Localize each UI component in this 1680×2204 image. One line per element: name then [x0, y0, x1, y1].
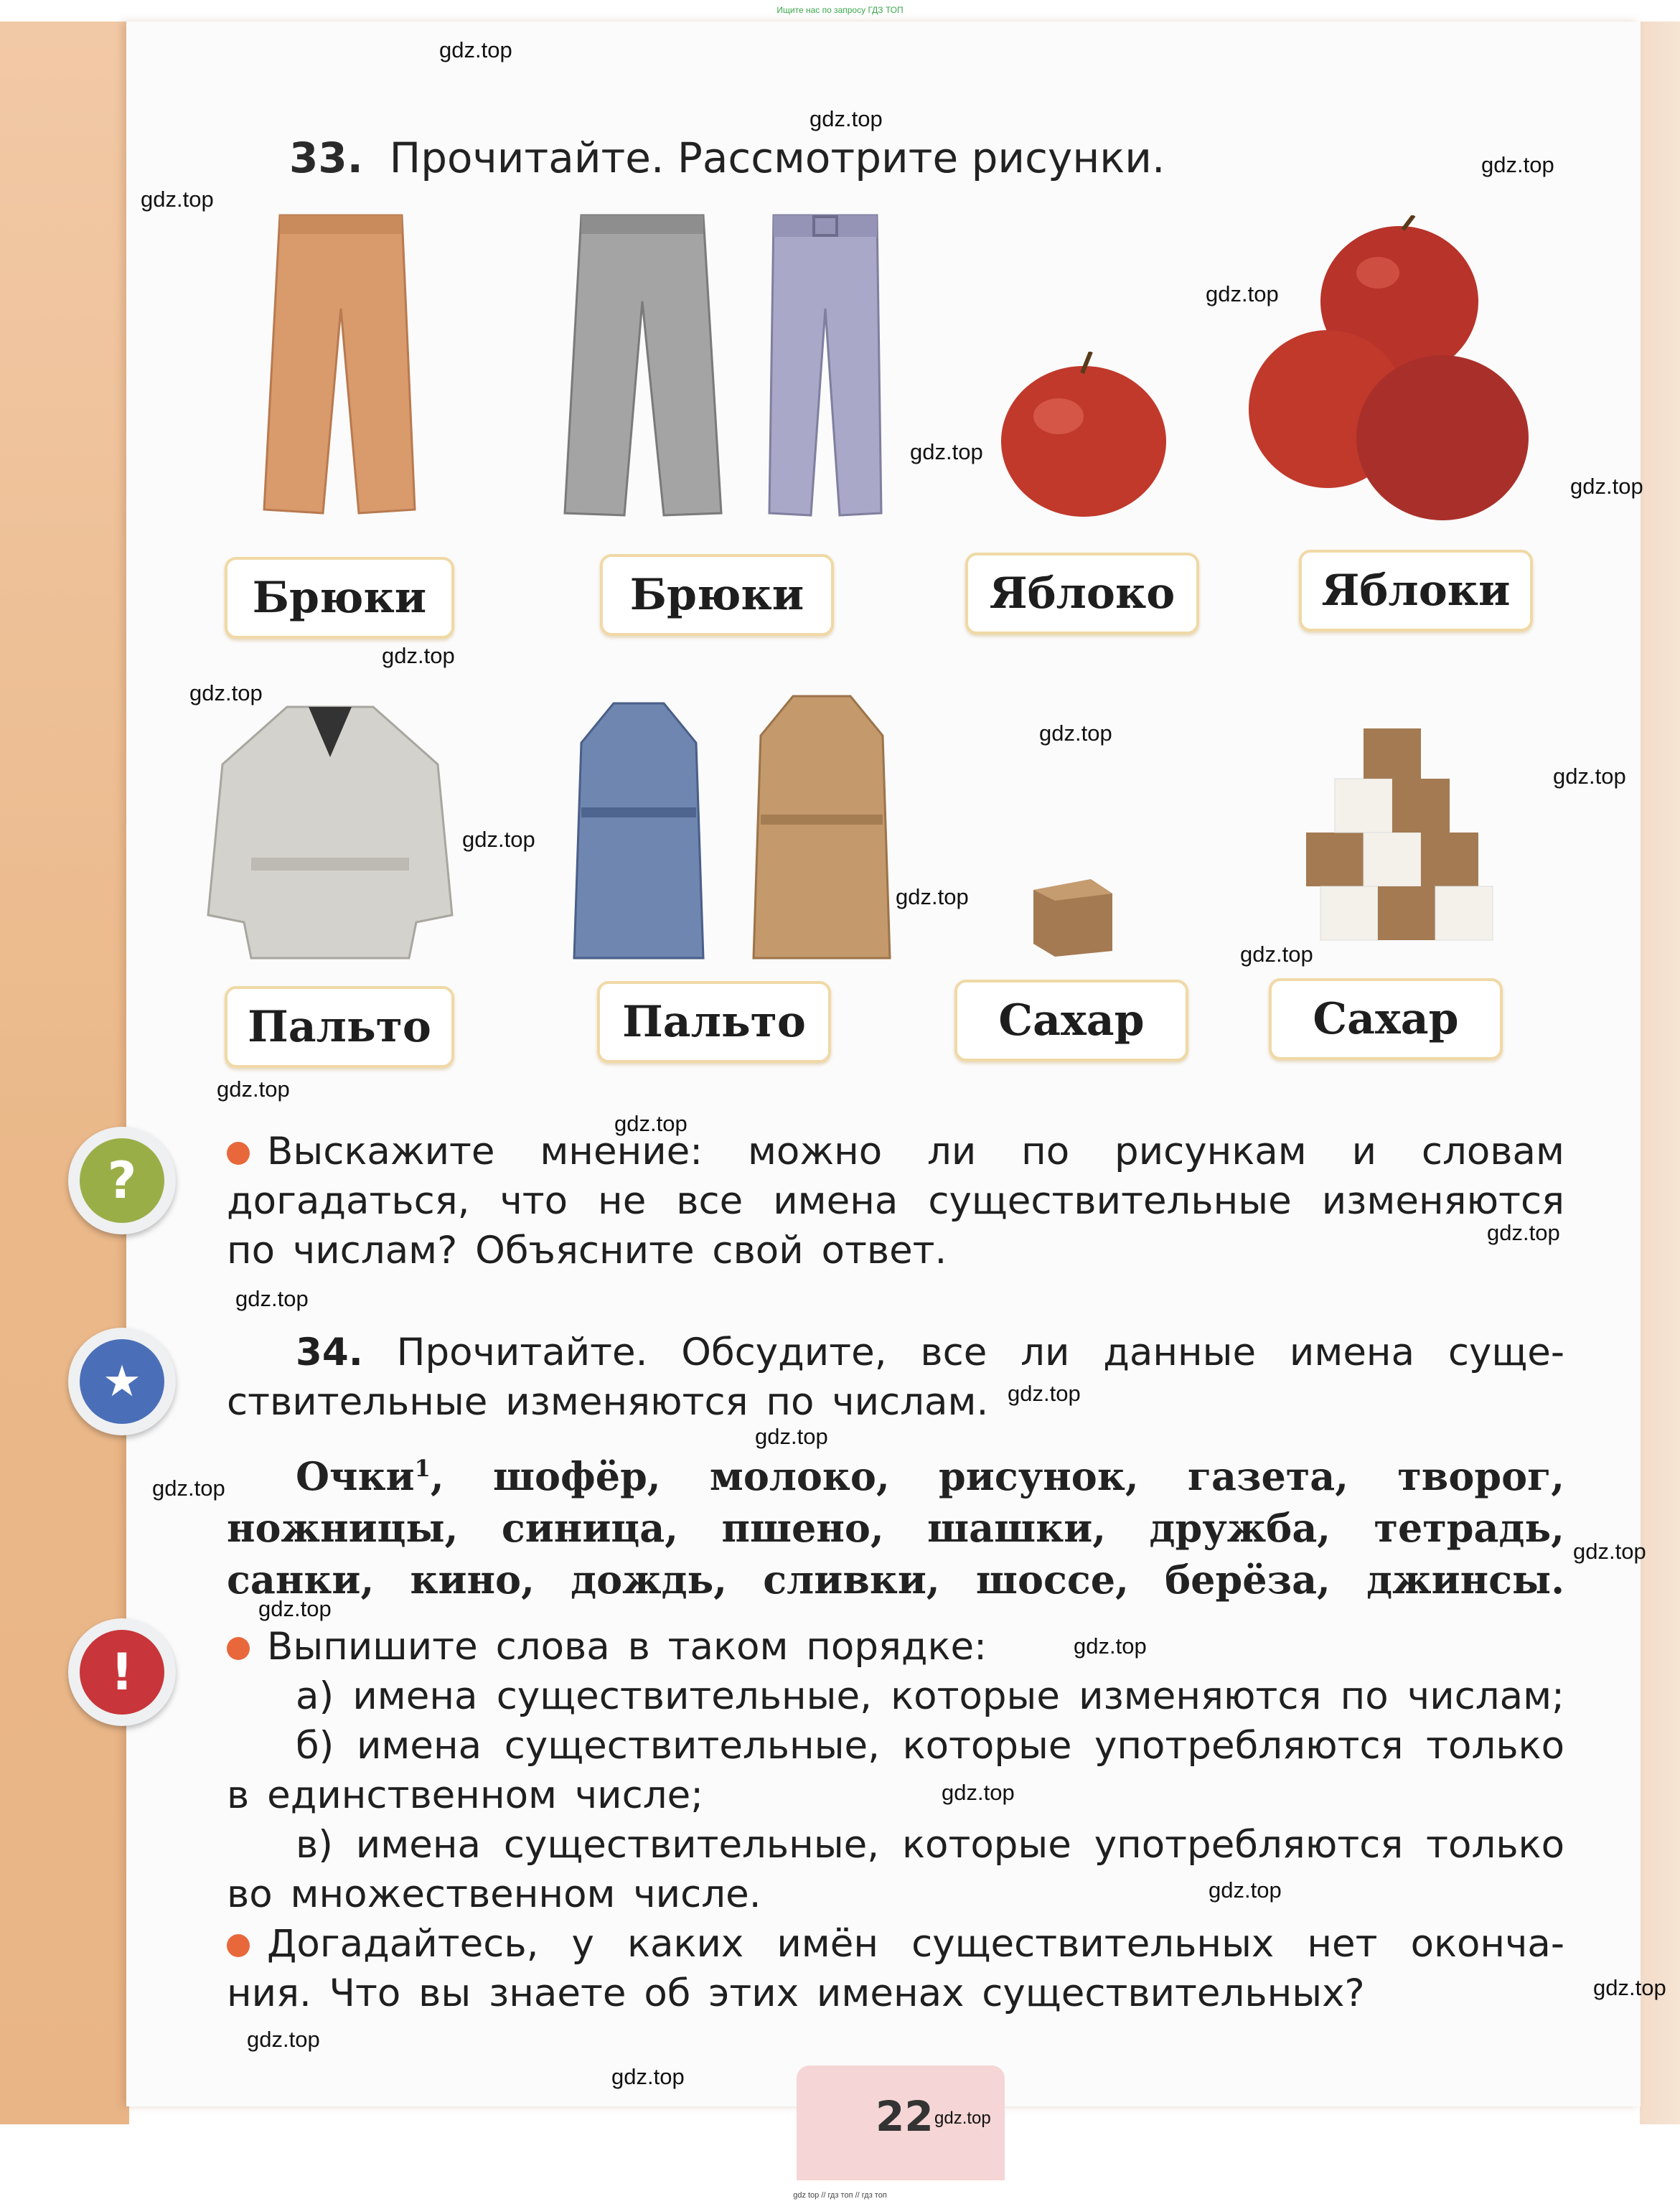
badge-question [68, 1127, 176, 1234]
question-line-2: догадаться, что не все имена существительные изменяются [227, 1179, 1564, 1223]
question-paragraph [227, 1127, 1564, 1275]
footnote-mark: 1 [414, 1455, 431, 1482]
task-34-line-2: ствительные изменяются по числам. [227, 1380, 989, 1424]
task-33-text: Прочитайте. Рассмотрите рисунки. [389, 133, 1165, 182]
watermark: gdz.top [1074, 1633, 1147, 1659]
sugar-cube-image [1026, 872, 1120, 958]
top-banner: Ищите нас по запросу ГДЗ ТОП [776, 5, 904, 15]
word-ochki: Очки [296, 1453, 415, 1499]
watermark: gdz.top [1039, 721, 1112, 746]
watermark: gdz.top [1487, 1220, 1560, 1245]
bullet-icon [227, 1934, 250, 1957]
watermark: gdz.top [217, 1077, 290, 1102]
instruction-b-2: в единственном числе; [227, 1773, 704, 1817]
watermark: gdz.top [439, 37, 512, 62]
guess-line-1: Догадайтесь, у каких имён существительных нет оконча- [267, 1922, 1564, 1966]
task-34-number: 34. [296, 1331, 363, 1374]
bottom-banner: gdz top // гдз топ // гдз топ [793, 2191, 887, 2200]
question-line-1: Выскажите мнение: можно ли по рисункам и словам [267, 1130, 1564, 1173]
watermark: gdz.top [235, 1286, 309, 1311]
instructions-paragraph [227, 1622, 1564, 2018]
watermark: gdz.top [942, 1780, 1015, 1805]
page-left-edge [0, 22, 129, 2124]
instruction-c-2: во множественном числе. [227, 1872, 761, 1916]
watermark: gdz.top [1570, 474, 1643, 499]
watermark: gdz.top [810, 106, 883, 131]
guess-line-2: ния. Что вы знаете об этих именах существительных? [227, 1971, 1365, 2015]
task-34-paragraph [227, 1328, 1564, 1427]
badge-stars [68, 1328, 176, 1435]
label-apples: Яблоки [1299, 550, 1533, 632]
watermark: gdz.top [1553, 764, 1626, 789]
watermark: gdz.top [1209, 1877, 1282, 1903]
instruction-c-1: в) имена существительные, которые употребляются только [296, 1823, 1564, 1867]
watermark: gdz.top [1481, 152, 1554, 177]
task-34-line-1: Прочитайте. Обсудите, все ли данные имена суще- [396, 1331, 1564, 1374]
watermark: gdz.top [1593, 1975, 1666, 2000]
label-coat-2: Пальто [597, 981, 831, 1063]
watermark: gdz.top [152, 1476, 225, 1501]
word-list-line-3: санки, кино, дождь, сливки, шоссе, берёза, джинсы. [227, 1557, 1564, 1603]
watermark: gdz.top [910, 439, 983, 464]
apple-image [990, 352, 1177, 524]
watermark: gdz.top [611, 2064, 685, 2089]
page-number: 22 [876, 2092, 934, 2141]
label-sugar-1: Сахар [954, 980, 1188, 1061]
watermark: gdz.top [1573, 1539, 1646, 1564]
word-list-line-2: ножницы, синица, пшено, шашки, дружба, тетрадь, [227, 1505, 1564, 1551]
exclamation-icon: ! [80, 1630, 164, 1715]
apples-image [1249, 215, 1536, 531]
label-sugar-2: Сахар [1269, 978, 1503, 1060]
trousers-grey-image [549, 208, 736, 524]
watermark: gdz.top [1206, 281, 1279, 306]
bullet-icon [227, 1637, 250, 1660]
instruction-b-1: б) имена существительные, которые употребляются только [296, 1724, 1564, 1768]
coat-camel-image [750, 693, 893, 965]
watermark: gdz.top [896, 884, 969, 909]
question-line-3: по числам? Объясните свой ответ. [227, 1229, 947, 1272]
sugar-pile-image [1292, 725, 1507, 947]
question-icon: ? [80, 1138, 164, 1223]
coat-trench-image [201, 700, 459, 965]
label-apple: Яблоко [965, 553, 1199, 634]
page-right-edge [1640, 22, 1680, 2124]
watermark: gdz.top [141, 187, 214, 212]
word-list [227, 1443, 1564, 1605]
badge-exclamation [68, 1618, 176, 1726]
watermark: gdz.top [382, 643, 455, 668]
watermark: gdz.top [934, 2109, 991, 2128]
label-trousers-1: Брюки [225, 557, 454, 639]
word-list-line-1: , шофёр, молоко, рисунок, газета, творог, [430, 1453, 1564, 1499]
watermark: gdz.top [462, 827, 535, 852]
instruction-line: Выпишите слова в таком порядке: [267, 1625, 987, 1669]
watermark: gdz.top [1240, 942, 1313, 967]
label-trousers-2: Брюки [600, 554, 834, 636]
task-33-heading [289, 133, 1165, 182]
task-33-number: 33. [289, 133, 363, 182]
watermark: gdz.top [614, 1111, 688, 1136]
stars-icon: ★ [80, 1339, 164, 1424]
watermark: gdz.top [247, 2027, 320, 2052]
bullet-icon [227, 1142, 250, 1165]
watermark: gdz.top [755, 1424, 828, 1449]
coat-blue-image [571, 700, 707, 965]
label-coat-1: Пальто [225, 986, 454, 1068]
watermark: gdz.top [1008, 1381, 1081, 1406]
instruction-a: а) имена существительные, которые изменяются по числам; [296, 1674, 1564, 1718]
watermark: gdz.top [258, 1596, 332, 1621]
watermark: gdz.top [189, 680, 263, 705]
trousers-orange-image [251, 208, 423, 524]
trousers-lilac-image [754, 208, 897, 524]
